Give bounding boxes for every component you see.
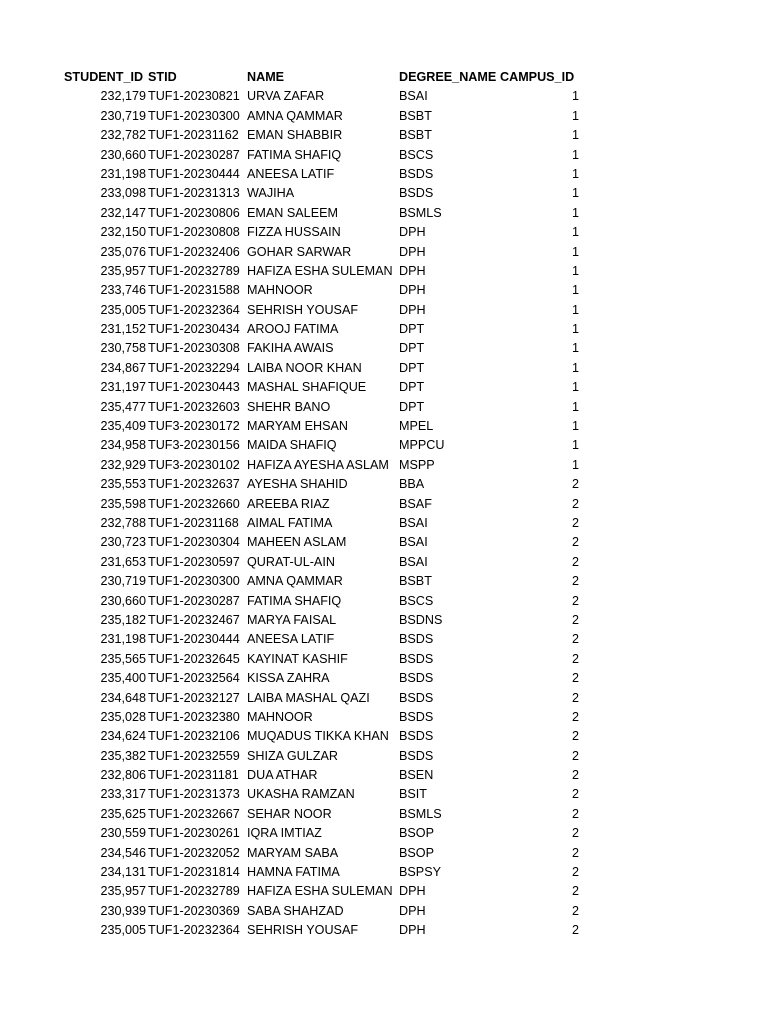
table-row	[0, 417, 768, 436]
table-row	[0, 630, 768, 649]
cell-student-id: 234,958	[100, 438, 146, 453]
cell-stid: TUF1-20231181	[148, 768, 239, 783]
cell-student-id: 235,625	[100, 806, 146, 821]
cell-name: MAHNOOR	[247, 709, 313, 724]
cell-stid: TUF1-20230597	[148, 554, 240, 569]
cell-name: KAYINAT KASHIF	[247, 651, 348, 666]
cell-degree-name: DPH	[399, 302, 426, 317]
cell-campus-id: 2	[571, 612, 579, 627]
cell-student-id: 232,929	[100, 457, 146, 472]
cell-student-id: 232,179	[100, 89, 146, 104]
table-row	[0, 223, 768, 242]
cell-degree-name: DPT	[399, 322, 425, 337]
cell-stid: TUF1-20232645	[148, 651, 240, 666]
cell-campus-id: 2	[571, 865, 579, 880]
table-row	[0, 456, 768, 475]
cell-name: FATIMA SHAFIQ	[247, 147, 342, 162]
cell-degree-name: BSMLS	[399, 205, 442, 220]
cell-name: WAJIHA	[247, 186, 295, 201]
cell-campus-id: 1	[571, 186, 579, 201]
table-row	[0, 301, 768, 320]
cell-student-id: 234,624	[100, 729, 146, 744]
table-row	[0, 805, 768, 824]
cell-student-id: 234,546	[100, 845, 146, 860]
table-row	[0, 204, 768, 223]
cell-degree-name: BSDS	[399, 651, 434, 666]
cell-name: SHIZA GULZAR	[247, 748, 338, 763]
cell-degree-name: BSAI	[399, 89, 428, 104]
cell-name: FATIMA SHAFIQ	[247, 593, 342, 608]
cell-stid: TUF1-20230308	[148, 341, 240, 356]
cell-degree-name: BSAI	[399, 515, 428, 530]
cell-stid: TUF1-20230261	[148, 826, 240, 841]
table-row	[0, 650, 768, 669]
cell-stid: TUF3-20230102	[148, 457, 240, 472]
cell-stid: TUF1-20232380	[148, 709, 240, 724]
table-row	[0, 785, 768, 804]
cell-degree-name: BSPSY	[399, 865, 441, 880]
cell-name: FAKIHA AWAIS	[247, 341, 334, 356]
cell-name: MARYAM EHSAN	[247, 419, 349, 434]
table-row	[0, 766, 768, 785]
cell-student-id: 231,198	[100, 632, 146, 647]
cell-degree-name: BSCS	[399, 147, 434, 162]
table-row	[0, 902, 768, 921]
cell-campus-id: 2	[571, 477, 579, 492]
table-row	[0, 669, 768, 688]
cell-campus-id: 1	[571, 380, 579, 395]
cell-name: URVA ZAFAR	[247, 89, 325, 104]
cell-student-id: 235,182	[100, 612, 146, 627]
cell-student-id: 235,957	[100, 884, 146, 899]
cell-student-id: 235,598	[100, 496, 146, 511]
cell-campus-id: 1	[571, 166, 579, 181]
cell-degree-name: DPH	[399, 263, 426, 278]
cell-stid: TUF3-20230172	[148, 419, 240, 434]
cell-student-id: 233,746	[100, 283, 146, 298]
cell-name: LAIBA NOOR KHAN	[247, 360, 362, 375]
cell-name: MARYAM SABA	[247, 845, 339, 860]
cell-name: AYESHA SHAHID	[247, 477, 348, 492]
cell-campus-id: 2	[571, 671, 579, 686]
cell-degree-name: BSDS	[399, 671, 434, 686]
cell-campus-id: 1	[571, 419, 579, 434]
cell-degree-name: BSBT	[399, 574, 432, 589]
cell-campus-id: 2	[571, 923, 579, 938]
table-body	[0, 87, 768, 940]
cell-degree-name: BSCS	[399, 593, 434, 608]
cell-campus-id: 2	[571, 787, 579, 802]
table-row	[0, 611, 768, 630]
cell-degree-name: BSDS	[399, 729, 434, 744]
cell-degree-name: BSAF	[399, 496, 432, 511]
cell-name: MAHNOOR	[247, 283, 313, 298]
table-row	[0, 146, 768, 165]
cell-stid: TUF1-20230821	[148, 89, 240, 104]
cell-name: AIMAL FATIMA	[247, 515, 333, 530]
cell-name: AMNA QAMMAR	[247, 574, 343, 589]
cell-name: SABA SHAHZAD	[247, 903, 344, 918]
cell-campus-id: 1	[571, 263, 579, 278]
cell-student-id: 235,382	[100, 748, 146, 763]
cell-stid: TUF1-20231373	[148, 787, 240, 802]
cell-degree-name: BSOP	[399, 826, 434, 841]
cell-name: HAFIZA AYESHA ASLAM	[247, 457, 389, 472]
cell-degree-name: BSDS	[399, 690, 434, 705]
table-row	[0, 708, 768, 727]
cell-stid: TUF1-20230300	[148, 574, 240, 589]
cell-degree-name: BSDS	[399, 748, 434, 763]
cell-name: MAHEEN ASLAM	[247, 535, 347, 550]
cell-campus-id: 1	[571, 128, 579, 143]
cell-degree-name: BSAI	[399, 554, 428, 569]
cell-degree-name: BBA	[399, 477, 425, 492]
cell-student-id: 235,400	[100, 671, 146, 686]
cell-stid: TUF1-20232052	[148, 845, 240, 860]
cell-degree-name: DPH	[399, 283, 426, 298]
cell-student-id: 230,559	[100, 826, 146, 841]
cell-campus-id: 1	[571, 89, 579, 104]
cell-campus-id: 2	[571, 651, 579, 666]
cell-stid: TUF1-20232667	[148, 806, 240, 821]
cell-stid: TUF1-20232364	[148, 923, 240, 938]
table-row	[0, 882, 768, 901]
cell-student-id: 234,867	[100, 360, 146, 375]
cell-stid: TUF1-20231168	[148, 515, 239, 530]
cell-student-id: 235,028	[100, 709, 146, 724]
cell-degree-name: BSMLS	[399, 806, 442, 821]
cell-campus-id: 1	[571, 360, 579, 375]
cell-stid: TUF1-20232467	[148, 612, 240, 627]
cell-name: DUA ATHAR	[247, 768, 318, 783]
cell-degree-name: BSIT	[399, 787, 427, 802]
cell-name: KISSA ZAHRA	[247, 671, 330, 686]
table-row	[0, 339, 768, 358]
cell-campus-id: 2	[571, 729, 579, 744]
cell-name: EMAN SHABBIR	[247, 128, 343, 143]
cell-degree-name: BSOP	[399, 845, 434, 860]
cell-degree-name: BSDS	[399, 186, 434, 201]
table-header-row	[0, 68, 768, 87]
column-header-campus-id: CAMPUS_ID	[500, 70, 575, 84]
table-row	[0, 533, 768, 552]
cell-name: HAMNA FATIMA	[247, 865, 340, 880]
cell-stid: TUF1-20230444	[148, 632, 240, 647]
cell-campus-id: 2	[571, 768, 579, 783]
cell-name: SEHRISH YOUSAF	[247, 923, 359, 938]
cell-stid: TUF1-20230808	[148, 225, 240, 240]
table-row	[0, 475, 768, 494]
cell-name: SEHAR NOOR	[247, 806, 332, 821]
cell-campus-id: 2	[571, 515, 579, 530]
cell-student-id: 232,806	[100, 768, 146, 783]
cell-student-id: 235,005	[100, 923, 146, 938]
cell-name: ANEESA LATIF	[247, 632, 335, 647]
cell-student-id: 233,317	[100, 787, 146, 802]
table-row	[0, 863, 768, 882]
cell-student-id: 230,660	[100, 147, 146, 162]
cell-student-id: 230,719	[100, 574, 146, 589]
cell-name: GOHAR SARWAR	[247, 244, 352, 259]
cell-campus-id: 2	[571, 903, 579, 918]
cell-student-id: 235,005	[100, 302, 146, 317]
table-row	[0, 281, 768, 300]
column-header-stid: STID	[148, 70, 177, 84]
cell-stid: TUF1-20231313	[148, 186, 240, 201]
cell-student-id: 234,131	[100, 865, 146, 880]
table-row	[0, 689, 768, 708]
cell-campus-id: 2	[571, 845, 579, 860]
cell-campus-id: 1	[571, 283, 579, 298]
cell-student-id: 235,553	[100, 477, 146, 492]
cell-name: HAFIZA ESHA SULEMAN	[247, 884, 393, 899]
cell-stid: TUF1-20232406	[148, 244, 240, 259]
cell-stid: TUF1-20232564	[148, 671, 240, 686]
cell-stid: TUF1-20232364	[148, 302, 240, 317]
cell-student-id: 232,788	[100, 515, 146, 530]
cell-stid: TUF1-20230369	[148, 903, 240, 918]
cell-degree-name: DPH	[399, 884, 426, 899]
table-row	[0, 184, 768, 203]
cell-name: LAIBA MASHAL QAZI	[247, 690, 370, 705]
cell-student-id: 230,939	[100, 903, 146, 918]
cell-campus-id: 1	[571, 108, 579, 123]
cell-stid: TUF1-20230300	[148, 108, 240, 123]
cell-stid: TUF3-20230156	[148, 438, 240, 453]
cell-campus-id: 1	[571, 438, 579, 453]
cell-name: UKASHA RAMZAN	[247, 787, 355, 802]
table-row	[0, 262, 768, 281]
cell-student-id: 231,653	[100, 554, 146, 569]
cell-stid: TUF1-20232660	[148, 496, 240, 511]
table-row	[0, 107, 768, 126]
cell-campus-id: 2	[571, 632, 579, 647]
cell-stid: TUF1-20232603	[148, 399, 240, 414]
cell-stid: TUF1-20231588	[148, 283, 240, 298]
cell-name: AROOJ FATIMA	[247, 322, 339, 337]
cell-student-id: 230,723	[100, 535, 146, 550]
table-row	[0, 747, 768, 766]
cell-campus-id: 1	[571, 147, 579, 162]
cell-campus-id: 2	[571, 574, 579, 589]
cell-degree-name: BSEN	[399, 768, 434, 783]
column-header-student-id: STUDENT_ID	[64, 70, 144, 84]
cell-stid: TUF1-20230434	[148, 322, 240, 337]
cell-student-id: 231,197	[100, 380, 146, 395]
cell-campus-id: 1	[571, 302, 579, 317]
cell-student-id: 235,409	[100, 419, 146, 434]
table-row	[0, 378, 768, 397]
cell-degree-name: BSDS	[399, 166, 434, 181]
cell-degree-name: DPH	[399, 923, 426, 938]
cell-stid: TUF1-20230806	[148, 205, 240, 220]
cell-name: MAIDA SHAFIQ	[247, 438, 337, 453]
cell-degree-name: DPT	[399, 360, 425, 375]
cell-name: FIZZA HUSSAIN	[247, 225, 341, 240]
cell-stid: TUF1-20230444	[148, 166, 240, 181]
table-row	[0, 824, 768, 843]
table-row	[0, 126, 768, 145]
cell-degree-name: BSDS	[399, 632, 434, 647]
table-row	[0, 592, 768, 611]
cell-campus-id: 2	[571, 826, 579, 841]
cell-stid: TUF1-20230304	[148, 535, 240, 550]
cell-name: SEHRISH YOUSAF	[247, 302, 359, 317]
cell-stid: TUF1-20232127	[148, 690, 240, 705]
cell-student-id: 230,758	[100, 341, 146, 356]
table-row	[0, 572, 768, 591]
cell-stid: TUF1-20231162	[148, 128, 239, 143]
cell-campus-id: 2	[571, 535, 579, 550]
cell-stid: TUF1-20230443	[148, 380, 240, 395]
cell-campus-id: 1	[571, 457, 579, 472]
cell-student-id: 235,477	[100, 399, 146, 414]
table-row	[0, 921, 768, 940]
table-row	[0, 359, 768, 378]
cell-degree-name: BSDS	[399, 709, 434, 724]
cell-student-id: 233,098	[100, 186, 146, 201]
cell-degree-name: DPT	[399, 341, 425, 356]
cell-name: MARYA FAISAL	[247, 612, 337, 627]
table-row	[0, 398, 768, 417]
cell-stid: TUF1-20230287	[148, 593, 240, 608]
cell-campus-id: 1	[571, 225, 579, 240]
cell-campus-id: 2	[571, 709, 579, 724]
cell-student-id: 235,957	[100, 263, 146, 278]
table-row	[0, 436, 768, 455]
cell-campus-id: 2	[571, 593, 579, 608]
cell-name: ANEESA LATIF	[247, 166, 335, 181]
cell-stid: TUF1-20232559	[148, 748, 240, 763]
cell-degree-name: DPT	[399, 380, 425, 395]
cell-stid: TUF1-20232789	[148, 263, 240, 278]
table-row	[0, 514, 768, 533]
cell-degree-name: BSAI	[399, 535, 428, 550]
cell-stid: TUF1-20230287	[148, 147, 240, 162]
cell-name: QURAT-UL-AIN	[247, 554, 335, 569]
cell-student-id: 235,076	[100, 244, 146, 259]
cell-student-id: 235,565	[100, 651, 146, 666]
cell-degree-name: DPH	[399, 903, 426, 918]
table-row	[0, 320, 768, 339]
cell-degree-name: BSBT	[399, 128, 432, 143]
cell-degree-name: MSPP	[399, 457, 435, 472]
cell-campus-id: 1	[571, 341, 579, 356]
cell-student-id: 232,150	[100, 225, 146, 240]
cell-student-id: 230,660	[100, 593, 146, 608]
cell-campus-id: 1	[571, 322, 579, 337]
table-row	[0, 844, 768, 863]
cell-campus-id: 1	[571, 205, 579, 220]
student-table	[0, 68, 768, 941]
cell-campus-id: 2	[571, 748, 579, 763]
cell-name: MASHAL SHAFIQUE	[247, 380, 367, 395]
cell-name: IQRA IMTIAZ	[247, 826, 322, 841]
table-row	[0, 243, 768, 262]
cell-student-id: 232,782	[100, 128, 146, 143]
cell-student-id: 231,152	[100, 322, 146, 337]
cell-campus-id: 2	[571, 554, 579, 569]
cell-stid: TUF1-20232789	[148, 884, 240, 899]
column-header-name: NAME	[247, 70, 285, 84]
cell-campus-id: 2	[571, 884, 579, 899]
cell-stid: TUF1-20232637	[148, 477, 240, 492]
column-header-degree-name: DEGREE_NAME	[399, 70, 497, 84]
table-row	[0, 553, 768, 572]
cell-degree-name: BSBT	[399, 108, 432, 123]
cell-name: AMNA QAMMAR	[247, 108, 343, 123]
cell-campus-id: 2	[571, 496, 579, 511]
cell-name: SHEHR BANO	[247, 399, 331, 414]
cell-degree-name: DPH	[399, 225, 426, 240]
cell-degree-name: DPH	[399, 244, 426, 259]
cell-name: AREEBA RIAZ	[247, 496, 330, 511]
cell-campus-id: 1	[571, 244, 579, 259]
cell-name: EMAN SALEEM	[247, 205, 338, 220]
cell-stid: TUF1-20231814	[148, 865, 240, 880]
cell-student-id: 232,147	[100, 205, 146, 220]
cell-campus-id: 1	[571, 399, 579, 414]
cell-degree-name: MPEL	[399, 419, 434, 434]
table-row	[0, 727, 768, 746]
cell-name: HAFIZA ESHA SULEMAN	[247, 263, 393, 278]
cell-name: MUQADUS TIKKA KHAN	[247, 729, 389, 744]
table-row	[0, 495, 768, 514]
cell-degree-name: BSDNS	[399, 612, 443, 627]
cell-student-id: 230,719	[100, 108, 146, 123]
cell-student-id: 231,198	[100, 166, 146, 181]
cell-student-id: 234,648	[100, 690, 146, 705]
cell-stid: TUF1-20232294	[148, 360, 240, 375]
cell-stid: TUF1-20232106	[148, 729, 240, 744]
cell-campus-id: 2	[571, 690, 579, 705]
cell-degree-name: MPPCU	[399, 438, 445, 453]
table-row	[0, 165, 768, 184]
cell-campus-id: 2	[571, 806, 579, 821]
cell-degree-name: DPT	[399, 399, 425, 414]
table-row	[0, 87, 768, 106]
